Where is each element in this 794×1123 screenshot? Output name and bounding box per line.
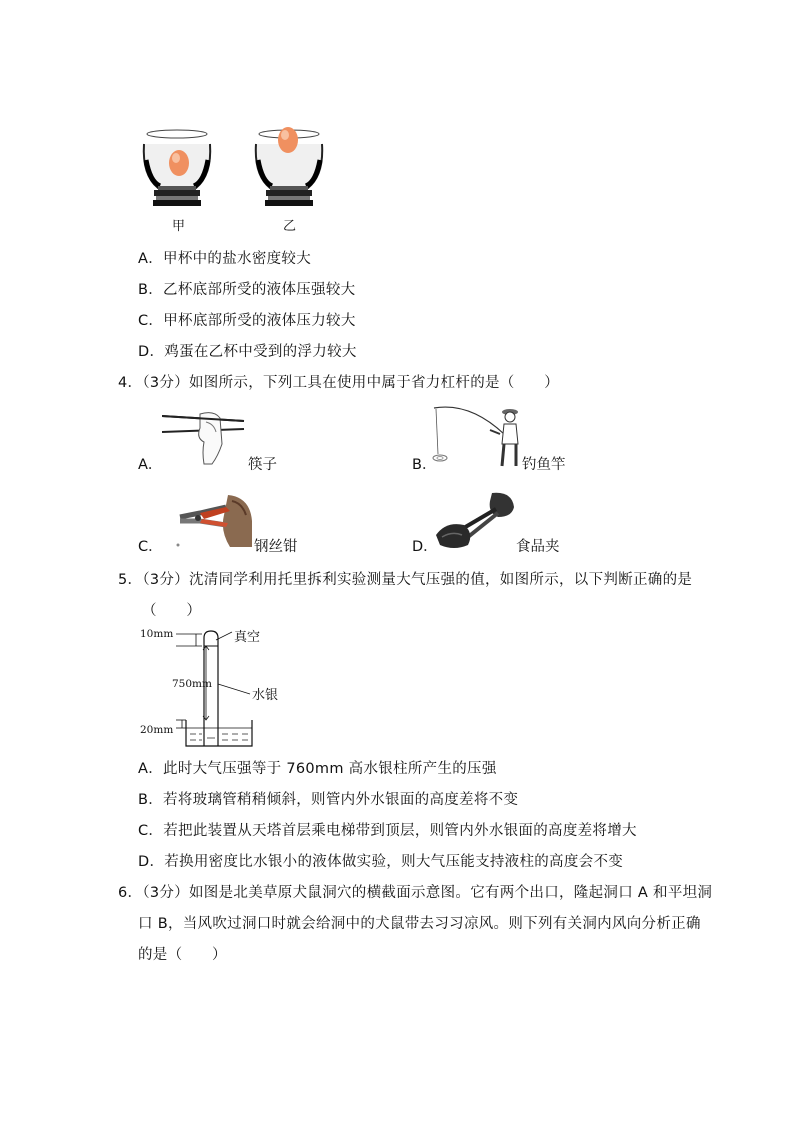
q3-option-d: D．鸡蛋在乙杯中受到的浮力较大 [138, 344, 357, 360]
pliers-image [170, 491, 254, 551]
label-10mm: 10mm [140, 628, 174, 640]
label-750mm: 750mm [172, 678, 212, 690]
tongs-image [434, 491, 516, 553]
q4-option-a-label: 筷子 [248, 457, 277, 473]
q5-option-d: D．若换用密度比水银小的液体做实验，则大气压能支持液柱的高度会不变 [138, 854, 624, 870]
q3-option-b: B．乙杯底部所受的液体压强较大 [138, 282, 356, 298]
q5-stem-line2: （ ） [142, 603, 202, 619]
glasses-drawing [136, 120, 336, 220]
q4-option-c-label: 钢丝钳 [254, 539, 298, 555]
q5-option-b: B．若将玻璃管稍稍倾斜，则管内外水银面的高度差将不变 [138, 792, 519, 808]
q6-line1: 6．（3分）如图是北美草原犬鼠洞穴的横截面示意图。它有两个出口，隆起洞口 A 和平坦洞 [118, 885, 713, 901]
fishing-rod-image [430, 404, 522, 468]
q4-option-d-letter: D． [412, 539, 438, 555]
q4-option-c-letter: C． [138, 539, 163, 555]
q4-option-b-letter: B． [412, 457, 437, 473]
label-20mm: 20mm [140, 724, 174, 736]
q4-option-a-letter: A． [138, 457, 163, 473]
label-mercury: 水银 [252, 688, 279, 703]
q6-line3: 的是（ ） [138, 947, 227, 963]
q4-option-d-label: 食品夹 [516, 539, 560, 555]
label-vacuum: 真空 [234, 630, 261, 645]
figure-label-jia: 甲 [172, 219, 186, 234]
q6-line2: 口 B，当风吹过洞口时就会给洞中的犬鼠带去习习凉风。则下列有关洞内风向分析正确 [138, 916, 701, 932]
q5-stem-line1: 5．（3分）沈清同学利用托里拆利实验测量大气压强的值，如图所示，以下判断正确的是 [118, 572, 693, 588]
figure-label-yi: 乙 [283, 219, 297, 234]
q4-option-b-label: 钓鱼竿 [522, 457, 566, 473]
glasses-figure [136, 120, 336, 220]
chopsticks-image [162, 408, 247, 466]
q4-stem: 4．（3分）如图所示，下列工具在使用中属于省力杠杆的是（ ） [118, 375, 559, 391]
q5-option-c: C．若把此装置从天塔首层乘电梯带到顶层，则管内外水银面的高度差将增大 [138, 823, 637, 839]
q3-option-a: A．甲杯中的盐水密度较大 [138, 251, 312, 267]
q3-option-c: C．甲杯底部所受的液体压力较大 [138, 313, 356, 329]
q5-option-a: A．此时大气压强等于 760mm 高水银柱所产生的压强 [138, 761, 497, 777]
